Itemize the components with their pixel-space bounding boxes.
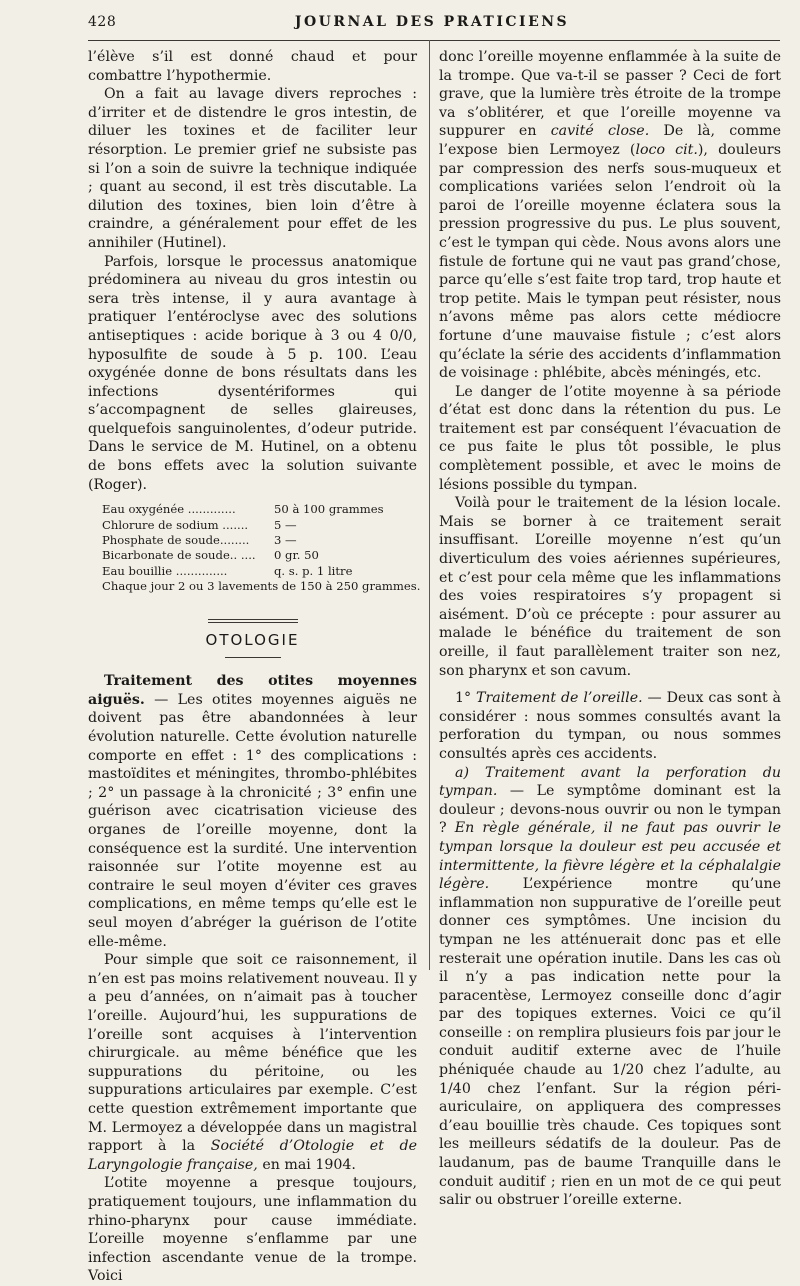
recipe-dosage: Chaque jour 2 ou 3 lavements de 150 à 250 grammes.	[102, 579, 421, 594]
page-number: 428	[88, 14, 117, 30]
journal-reference: Société d’Otologie et de Laryngologie française,	[88, 1138, 417, 1173]
paragraph	[439, 764, 781, 1210]
article-paragraph	[88, 951, 417, 1174]
recipe-ingredient: Bicarbonate de soude.. ....	[102, 548, 256, 563]
journal-title: JOURNAL DES PRATICIENS	[294, 14, 570, 30]
paragraph-text: donc l’oreille moyenne enflammée à la suite de la trompe. Que va-t-il se passer ? Ceci de fort grave, que la lumière très étroite de la trompe va s’oblitérer, et que l’oreille moyenne va suppurer en	[439, 49, 781, 140]
right-column	[439, 48, 781, 1210]
paragraph: Le danger de l’otite moyenne à sa période d’état est donc dans la rétention du pus. Le traitement est par conséquent l’évacuation de ce pus faite le plus tôt possible, le plus complètement possible, et avec le moins de lésions possible du tympan.	[439, 383, 781, 493]
subsection-heading: Traitement de l’oreille.	[476, 690, 643, 707]
paragraph: Parfois, lorsque le processus anatomique prédominera au niveau du gros intestin ou sera très intense, il y aura avantage à pratiquer l’entéroclyse avec des solutions antiseptiques : acide borique à 3 ou 4 0/0, hyposulfite de soude à 5 p. 100. L’eau oxygénée donne de bons résultats dans les infections dysentériformes qui s’accompagnent de selles glaireuses, quelquefois sanguinolentes, d’odeur putride. Dans le service de M. Hutinel, on a obtenu de bons effets avec la solution suivante (Roger).	[88, 253, 417, 493]
paragraph	[439, 48, 781, 383]
paragraph: l’élève s’il est donné chaud et pour combattre l’hypothermie.	[88, 49, 417, 84]
article-paragraph: L’otite moyenne a presque toujours, pratiquement toujours, une inflammation du rhino-pharynx pour cause immédiate. L’oreille moyenne s’enflamme par une infection ascendante venue de la trompe. Voici	[88, 1175, 417, 1285]
emphasis: cavité close.	[550, 123, 650, 140]
recipe-row	[102, 548, 417, 563]
paragraph-text: ), douleurs par compression des nerfs sous-muqueux et complications variées selon l’endroit où la paroi de l’oreille moyenne éclatera sous la pression progressive du pus. Le plus souvent, c’est le tympan qui cède. Nous avons alors une fistule de fortune qui ne vaut pas grand’chose, parce qu’elle s’est faite trop tard, trop haute et trop petite. Mais le tympan peut résister, nous n’avons même pas alors cette médiocre fortune d’une mauvaise fistule ; c’est alors qu’éclate la série des accidents d’inflammation de voisinage : phlébite, abcès méningés, etc.	[439, 141, 781, 382]
recipe-quantity: q. s. p. 1 litre	[274, 563, 353, 578]
left-column	[88, 48, 421, 1286]
article-text: — Les otites moyennes aiguës ne doivent pas être abandonnées à leur évolution naturelle. Cette évolution naturelle comporte en effet : 1° des complications : mastoïdites et méningites, thrombo-phlébites ; 2° un passage à la chronicité ; 3° enfin une guérison avec cicatrisation vicieuse des organes de l’oreille moyenne, dont la conséquence est la surdité. Une intervention raisonnée sur l’otite moyenne est au contraire le seul moyen d’éviter ces graves complications, en même temps qu’elle est le seul moyen d’abréger la guérison de l’otite elle-même.	[88, 691, 417, 950]
recipe-row	[102, 502, 417, 517]
paragraph: On a fait au lavage divers reproches : d’irriter et de distendre le gros intestin, de diluer les toxines et de faciliter leur résorption. Le premier grief ne subsiste pas si l’on a soin de suivre la technique indiquée ; quant au second, il est très discutable. La dilution des toxines, bien loin d’être à craindre, a généralement pour effet de les annihiler (Hutinel).	[88, 86, 417, 251]
section-title-rule	[225, 657, 281, 658]
recipe-quantity: 0 gr. 50	[274, 548, 319, 563]
recipe-ingredient: Eau bouillie ..............	[102, 563, 228, 578]
paragraph: Voilà pour le traitement de la lésion locale. Mais se borner à ce traitement serait insuffisant. L’oreille moyenne n’est qu’un diverticulum des voies aériennes supérieures, et c’est pour cela même que les inflammations des voies respiratoires s’y propagent si aisément. D’où ce précepte : pour assurer au malade le bénéfice du traitement de son oreille, il faut parallèlement traiter son nez, son pharynx et son cavum.	[439, 495, 781, 679]
recipe-row	[102, 518, 417, 533]
article-title: Traitement des otites moyennes aiguës.	[88, 673, 417, 708]
recipe-quantity: 3 —	[274, 533, 297, 548]
emphasis: loco cit.	[635, 141, 698, 158]
article-text: en mai 1904.	[257, 1156, 356, 1173]
recipe-table	[102, 502, 421, 594]
paragraph-text: 1°	[455, 690, 477, 707]
paragraph-text: De là, comme l’expose bien Lermoyez (	[439, 123, 782, 158]
section-divider	[208, 619, 298, 623]
recipe-ingredient: Chlorure de sodium .......	[102, 517, 249, 532]
article-paragraph	[88, 672, 417, 951]
recipe-quantity: 5 —	[274, 517, 297, 532]
recipe-row	[102, 533, 417, 548]
running-header	[86, 14, 778, 36]
paragraph	[439, 689, 781, 763]
recipe-ingredient: Eau oxygénée .............	[102, 502, 236, 517]
article-text: Pour simple que soit ce raisonnement, il n’en est pas moins relativement nouveau. Il y a peu d’années, on n’aimait pas à toucher l’oreille. Aujourd’hui, les suppurations de l’oreille sont acquises à l’intervention chirurgicale. au même bénéfice que les suppurations du péritoine, ou les suppurations articulaires par exemple. C’est cette question extrêmement importante que M. Lermoyez a développée dans un magistral rapport à la	[88, 952, 417, 1155]
paragraph-text: L’expérience montre qu’une inflammation non suppurative de l’oreille peut donner ces symptômes. Une incision du tympan ne les atténuerait donc pas et elle resterait une opération inutile. Dans les cas où il n’y a pas indication nette pour la paracentèse, Lermoyez conseille donc d’agir par des topiques externes. Voici ce qu’il conseille : on remplira plusieurs fois par jour le conduit auditif externe avec de l’huile phéniquée chaude au 1/20 chez l’adulte, au 1/40 chez l’enfant. Sur la région péri-auriculaire, on appliquera des compresses d’eau bouillie très chaude. Ces topiques sont les meilleurs sédatifs de la douleur. Pas de laudanum, pas de baume Tranquille dans le conduit auditif ; rien en un mot de ce qui peut salir ou obstruer l’oreille externe.	[439, 876, 781, 1209]
recipe-quantity: 50 à 100 grammes	[274, 502, 384, 517]
header-rule	[88, 40, 780, 41]
paragraph-text: — Deux cas sont à considérer : nous sommes consultés avant la perforation du tympan, ou nous sommes consultés après ces accidents.	[439, 690, 782, 762]
emphasis: En règle générale, il ne faut pas ouvrir le tympan lorsque la douleur est peu accusée et intermittente, la fièvre légère et la céphalalgie légère.	[439, 820, 781, 893]
subsection-heading: a) Traitement avant la perforation du tympan.	[439, 764, 781, 800]
recipe-ingredient: Phosphate de soude........	[102, 533, 250, 548]
section-title: OTOLOGIE	[205, 630, 300, 649]
column-separator	[429, 40, 430, 970]
recipe-row	[102, 564, 417, 579]
paragraph-text: — Le symptôme dominant est la douleur ; devons-nous ouvrir ou non le tympan ?	[439, 783, 781, 837]
